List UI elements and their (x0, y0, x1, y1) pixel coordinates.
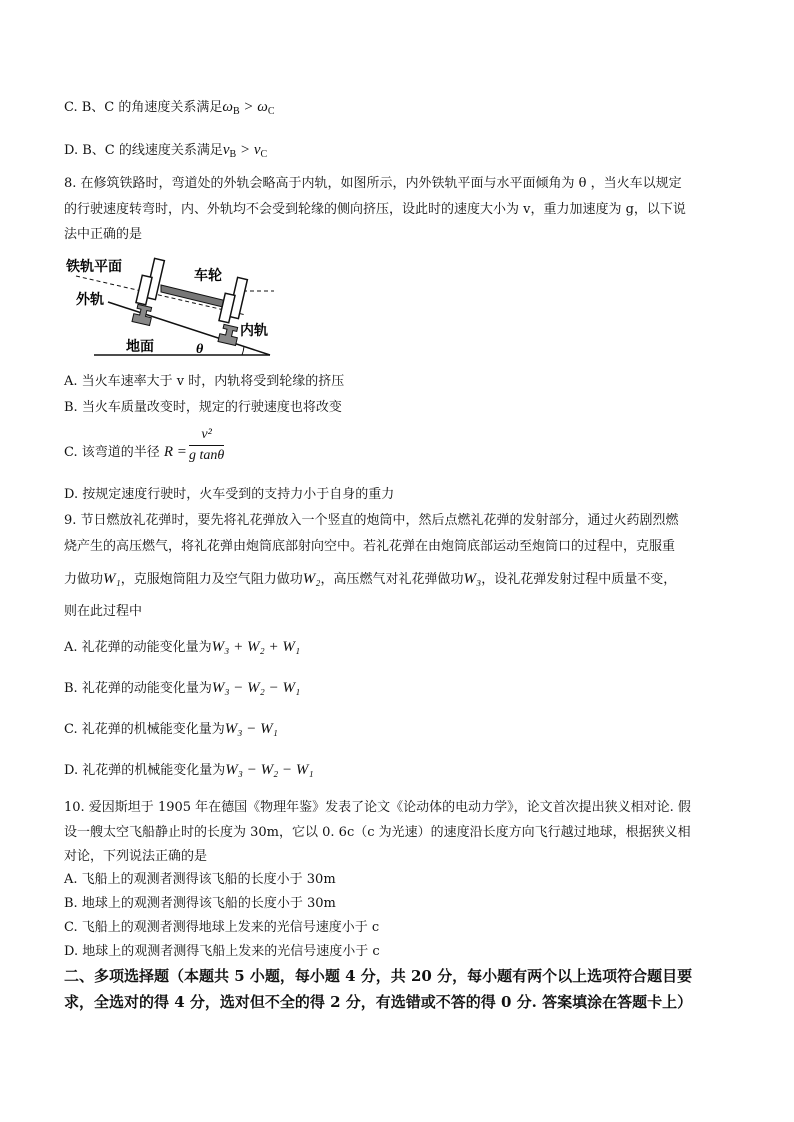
q9-stem-line2: 烧产生的高压燃气，将礼花弹由炮筒底部射向空中。若礼花弹在由炮筒底部运动至炮筒口的过程中，克服重 (64, 539, 676, 554)
right-flange (219, 293, 235, 323)
radius-fraction: $\frac{\text{v²}}{\text{g tanθ}}$ (188, 427, 225, 463)
q8-stem-line1: 8. 在修筑铁路时，弯道处的外轨会略高于内轨，如图所示，内外铁轨平面与水平面倾角为 θ ，当火车以规定 (64, 176, 682, 191)
q9-option-b: B. 礼花弹的动能变化量为W₃ − W₂ − W₁ (64, 680, 301, 696)
axle-bar (161, 285, 231, 309)
q10-stem-line2: 设一艘太空飞船静止时的长度为 30m，它以 0. 6c（c 为光速）的速度沿长度方向飞行越过地球，根据狭义相 (64, 825, 691, 840)
q10-stem-line1: 10. 爱因斯坦于 1905 年在德国《物理年鉴》发表了论文《论动体的电动力学》，论文首次提出狭义相对论. 假 (64, 800, 691, 815)
label-wheel: 车轮 (194, 268, 222, 284)
q9-stem-line3: 力做功W₁，克服炮筒阻力及空气阻力做功W₂，高压燃气对礼花弹做功W₃，设礼花弹发射过程中质量不变， (64, 571, 677, 587)
q8-option-b: B. 当火车质量改变时，规定的行驶速度也将改变 (64, 400, 342, 415)
q8-option-d: D. 按规定速度行驶时，火车受到的支持力小于自身的重力 (64, 487, 395, 502)
label-rail-plane: 铁轨平面 (66, 259, 122, 275)
q9-stem-line1: 9. 节日燃放礼花弹时，要先将礼花弹放入一个竖直的炮筒中，然后点燃礼花弹的发射部分，通过火药剧烈燃 (64, 513, 679, 528)
q10-option-a: A. 飞船上的观测者测得该飞船的长度小于 30m (64, 872, 336, 887)
q8-option-a: A. 当火车速率大于 v 时，内轨将受到轮缘的挤压 (64, 374, 345, 389)
label-theta: θ (196, 342, 204, 357)
q9-option-a: A. 礼花弹的动能变化量为W₃ + W₂ + W₁ (64, 639, 301, 655)
label-ground: 地面 (126, 339, 154, 355)
section2-heading-line2: 求，全选对的得 4 分，选对但不全的得 2 分，有选错或不答的得 0 分. 答案填涂在答题卡上） (64, 993, 693, 1011)
q8-option-c: C. 该弯道的半径 R = $\frac{\text{v²}}{\text{g tanθ}}$ (64, 427, 225, 463)
q8-stem-line2: 的行驶速度转弯时，内、外轨均不会受到轮缘的侧向挤压，设此时的速度大小为 v，重力加速度为 g，以下说 (64, 202, 686, 217)
q9-stem-line4: 则在此过程中 (64, 604, 143, 619)
q7-option-c: C. B、C 的角速度关系满足$\omega_B > \omega_C$ (64, 99, 275, 117)
omega-symbol: ω (222, 99, 233, 115)
left-flange (136, 275, 152, 305)
theta-arc (242, 346, 244, 355)
radius-symbol: R = (163, 444, 187, 460)
q9-option-c: C. 礼花弹的机械能变化量为W₃ − W₁ (64, 721, 278, 737)
q10-stem-line3: 对论，下列说法正确的是 (64, 849, 208, 864)
section2-heading-line1: 二、多项选择题（本题共 5 小题，每小题 4 分，共 20 分，每小题有两个以上选项符合题目要 (64, 967, 693, 985)
q8-stem-line3: 法中正确的是 (64, 227, 143, 242)
q9-option-d: D. 礼花弹的机械能变化量为W₃ − W₂ − W₁ (64, 762, 314, 778)
q7-option-d: D. B、C 的线速度关系满足$v_B > v_C$ (64, 142, 268, 160)
label-outer-rail: 外轨 (76, 292, 104, 308)
outer-rail (132, 304, 154, 326)
q10-option-b: B. 地球上的观测者测得该飞船的长度小于 30m (64, 896, 336, 911)
inner-rail (218, 324, 240, 346)
q10-option-d: D. 地球上的观测者测得飞船上发来的光信号速度小于 c (64, 944, 380, 959)
q10-option-c: C. 飞船上的观测者测得地球上发来的光信号速度小于 c (64, 920, 380, 935)
label-inner-rail: 内轨 (240, 323, 268, 339)
railway-curve-diagram (66, 254, 276, 359)
